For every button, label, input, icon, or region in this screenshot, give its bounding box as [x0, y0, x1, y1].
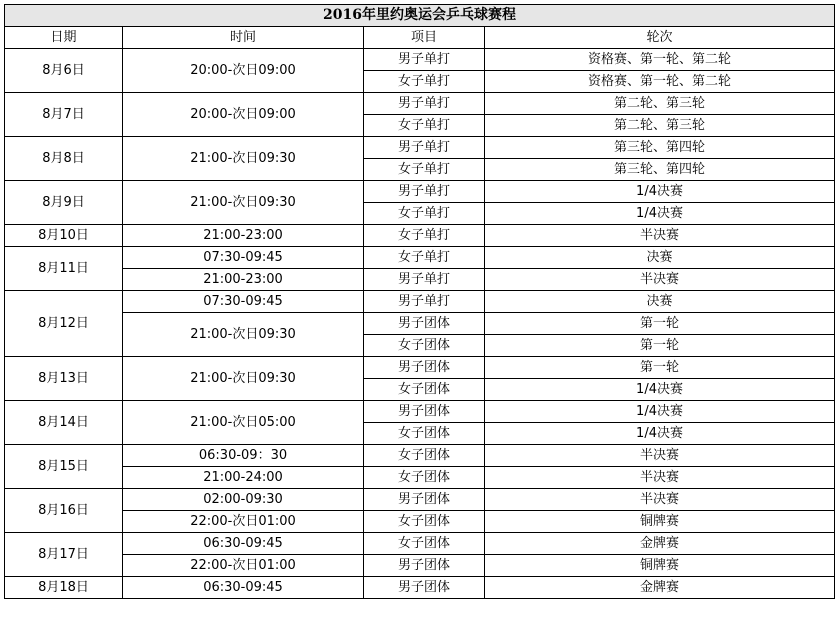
event-cell: 男子团体 [364, 357, 485, 379]
time-cell: 21:00-次日09:30 [123, 357, 364, 401]
column-header-date: 日期 [5, 27, 123, 49]
time-cell: 21:00-次日05:00 [123, 401, 364, 445]
date-cell: 8月15日 [5, 445, 123, 489]
round-cell: 1/4决赛 [485, 181, 835, 203]
round-cell: 第三轮、第四轮 [485, 159, 835, 181]
event-cell: 女子团体 [364, 335, 485, 357]
round-cell: 资格赛、第一轮、第二轮 [485, 49, 835, 71]
round-cell: 铜牌赛 [485, 511, 835, 533]
column-header-round: 轮次 [485, 27, 835, 49]
table-row [5, 247, 835, 269]
round-cell: 第一轮 [485, 335, 835, 357]
round-cell: 半决赛 [485, 467, 835, 489]
round-cell: 半决赛 [485, 445, 835, 467]
schedule-body [5, 49, 835, 599]
round-cell: 铜牌赛 [485, 555, 835, 577]
round-cell: 半决赛 [485, 269, 835, 291]
event-cell: 女子单打 [364, 159, 485, 181]
time-cell: 02:00-09:30 [123, 489, 364, 511]
date-cell: 8月18日 [5, 577, 123, 599]
time-cell: 21:00-23:00 [123, 269, 364, 291]
table-row [5, 269, 835, 291]
table-row [5, 445, 835, 467]
date-cell: 8月9日 [5, 181, 123, 225]
round-cell: 1/4决赛 [485, 379, 835, 401]
event-cell: 女子团体 [364, 467, 485, 489]
time-cell: 21:00-次日09:30 [123, 137, 364, 181]
time-cell: 20:00-次日09:00 [123, 93, 364, 137]
event-cell: 男子单打 [364, 291, 485, 313]
time-cell: 21:00-23:00 [123, 225, 364, 247]
table-row [5, 577, 835, 599]
table-row [5, 93, 835, 115]
date-cell: 8月13日 [5, 357, 123, 401]
round-cell: 半决赛 [485, 489, 835, 511]
event-cell: 女子单打 [364, 203, 485, 225]
round-cell: 资格赛、第一轮、第二轮 [485, 71, 835, 93]
time-cell: 06:30-09：30 [123, 445, 364, 467]
round-cell: 第一轮 [485, 313, 835, 335]
column-header-time: 时间 [123, 27, 364, 49]
table-row [5, 137, 835, 159]
time-cell: 21:00-次日09:30 [123, 313, 364, 357]
event-cell: 男子团体 [364, 401, 485, 423]
date-cell: 8月16日 [5, 489, 123, 533]
date-cell: 8月14日 [5, 401, 123, 445]
date-cell: 8月8日 [5, 137, 123, 181]
header-row [5, 27, 835, 49]
event-cell: 男子团体 [364, 577, 485, 599]
table-title: 2016年里约奥运会乒乓球赛程 [5, 5, 835, 27]
date-cell: 8月17日 [5, 533, 123, 577]
date-cell: 8月12日 [5, 291, 123, 357]
event-cell: 男子单打 [364, 269, 485, 291]
round-cell: 1/4决赛 [485, 423, 835, 445]
round-cell: 决赛 [485, 247, 835, 269]
event-cell: 女子单打 [364, 71, 485, 93]
table-row [5, 533, 835, 555]
column-header-event: 项目 [364, 27, 485, 49]
event-cell: 女子团体 [364, 423, 485, 445]
table-row [5, 555, 835, 577]
date-cell: 8月6日 [5, 49, 123, 93]
round-cell: 决赛 [485, 291, 835, 313]
table-row [5, 181, 835, 203]
event-cell: 男子单打 [364, 49, 485, 71]
time-cell: 20:00-次日09:00 [123, 49, 364, 93]
event-cell: 女子团体 [364, 379, 485, 401]
table-row [5, 511, 835, 533]
table-row [5, 401, 835, 423]
round-cell: 1/4决赛 [485, 203, 835, 225]
event-cell: 男子团体 [364, 555, 485, 577]
round-cell: 第二轮、第三轮 [485, 115, 835, 137]
date-cell: 8月10日 [5, 225, 123, 247]
time-cell: 21:00-24:00 [123, 467, 364, 489]
time-cell: 06:30-09:45 [123, 533, 364, 555]
date-cell: 8月11日 [5, 247, 123, 291]
table-row [5, 49, 835, 71]
time-cell: 22:00-次日01:00 [123, 511, 364, 533]
date-cell: 8月7日 [5, 93, 123, 137]
table-row [5, 225, 835, 247]
time-cell: 06:30-09:45 [123, 577, 364, 599]
event-cell: 男子单打 [364, 181, 485, 203]
event-cell: 男子团体 [364, 313, 485, 335]
table-row [5, 313, 835, 335]
event-cell: 女子团体 [364, 445, 485, 467]
time-cell: 07:30-09:45 [123, 247, 364, 269]
time-cell: 22:00-次日01:00 [123, 555, 364, 577]
round-cell: 1/4决赛 [485, 401, 835, 423]
table-row [5, 357, 835, 379]
round-cell: 金牌赛 [485, 533, 835, 555]
title-row [5, 5, 835, 27]
table-row [5, 291, 835, 313]
round-cell: 金牌赛 [485, 577, 835, 599]
round-cell: 第三轮、第四轮 [485, 137, 835, 159]
round-cell: 第二轮、第三轮 [485, 93, 835, 115]
schedule-table [4, 4, 835, 599]
event-cell: 女子团体 [364, 533, 485, 555]
event-cell: 女子单打 [364, 115, 485, 137]
round-cell: 半决赛 [485, 225, 835, 247]
event-cell: 男子单打 [364, 93, 485, 115]
event-cell: 女子单打 [364, 225, 485, 247]
event-cell: 男子团体 [364, 489, 485, 511]
event-cell: 女子单打 [364, 247, 485, 269]
time-cell: 07:30-09:45 [123, 291, 364, 313]
table-row [5, 467, 835, 489]
round-cell: 第一轮 [485, 357, 835, 379]
time-cell: 21:00-次日09:30 [123, 181, 364, 225]
event-cell: 男子单打 [364, 137, 485, 159]
table-row [5, 489, 835, 511]
event-cell: 女子团体 [364, 511, 485, 533]
